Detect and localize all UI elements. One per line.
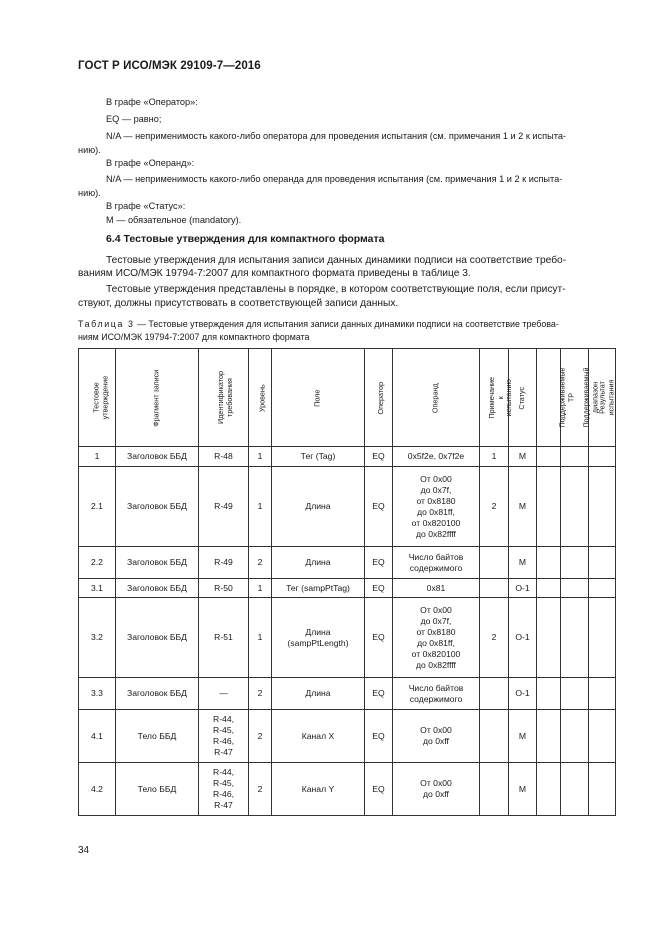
intro-line: В графе «Операнд»: [106, 158, 195, 168]
intro-line: EQ — равно; [106, 114, 162, 124]
test-assertions-table [78, 348, 616, 816]
table-cell: Длина (sampPtLength) [272, 598, 365, 678]
table-cell: 4.1 [79, 710, 116, 763]
document-header: ГОСТ Р ИСО/МЭК 29109-7—2016 [78, 60, 261, 72]
column-header [199, 349, 249, 447]
table-cell: R-44, R-45, R-46, R-47 [199, 710, 249, 763]
table-cell: Длина [272, 678, 365, 710]
column-header-label: Тестовое утверждение [91, 375, 109, 420]
table-cell: Тело ББД [116, 763, 199, 816]
table-row [79, 678, 616, 710]
table-cell [480, 547, 509, 579]
table-cell: От 0x00 до 0xff [393, 710, 480, 763]
table-cell: — [199, 678, 249, 710]
table-cell: 1 [249, 598, 272, 678]
table-cell: EQ [365, 763, 393, 816]
table-cell: R-49 [199, 547, 249, 579]
page-number: 34 [78, 845, 90, 856]
table-cell: 0x81 [393, 579, 480, 598]
table-row [79, 710, 616, 763]
table-cell: Число байтов содержимого [393, 547, 480, 579]
intro-line: В графе «Оператор»: [106, 97, 198, 107]
column-header [272, 349, 365, 447]
column-header-label: Результат испытания [597, 379, 615, 416]
paragraph-line: Тестовые утверждения представлены в порядке, в котором соответствующие поля, если присут- [106, 284, 566, 295]
table-cell [589, 579, 616, 598]
table-cell: R-50 [199, 579, 249, 598]
table-cell: 2 [249, 547, 272, 579]
table-caption-label: Таблица 3 [78, 319, 135, 329]
table-cell: 2 [249, 678, 272, 710]
table-row [79, 447, 616, 467]
table-cell: M [509, 710, 537, 763]
column-header [480, 349, 514, 447]
table-cell: EQ [365, 579, 393, 598]
table-cell: 2.1 [79, 467, 116, 547]
column-header-label: Поддерживаемый диапазон [581, 367, 600, 428]
table-cell [561, 547, 589, 579]
table-cell: 2 [480, 467, 509, 547]
table-cell [537, 579, 561, 598]
table-cell: Тег (sampPtTag) [272, 579, 365, 598]
table-cell: M [509, 763, 537, 816]
column-header-label: Фрагмент записи [151, 369, 161, 427]
column-header-label: Операнд [430, 383, 440, 414]
table-cell [589, 467, 616, 547]
table-cell [480, 763, 509, 816]
table-cell: EQ [365, 447, 393, 467]
table-cell [561, 579, 589, 598]
table-cell [561, 467, 589, 547]
table-cell [561, 447, 589, 467]
table-cell: Тело ББД [116, 710, 199, 763]
intro-line: нию). [78, 188, 101, 198]
table-cell: От 0x00 до 0xff [393, 763, 480, 816]
table-cell: Заголовок ББД [116, 598, 199, 678]
table-row [79, 579, 616, 598]
table-cell [480, 710, 509, 763]
column-header-label: Примечание к испытанию [487, 376, 514, 419]
table-cell: 2.2 [79, 547, 116, 579]
table-row [79, 467, 616, 547]
table-cell: 1 [249, 467, 272, 547]
table-row [79, 547, 616, 579]
paragraph-line: Тестовые утверждения для испытания записи данных динамики подписи на соответствие требо- [106, 255, 567, 266]
intro-line: N/A — неприменимость какого-либо операнда для проведения испытания (см. примечания 1 и 2 к испыта- [106, 174, 563, 184]
table-row [79, 763, 616, 816]
table-cell: От 0x00 до 0x7f, от 0x8180 до 0x81ff, от 0x820100 до 0x82ffff [393, 467, 480, 547]
column-header-label: Статус [517, 386, 527, 410]
table-cell: O-1 [509, 678, 537, 710]
table-cell [589, 447, 616, 467]
table-cell: Канал Y [272, 763, 365, 816]
table-caption-text: — Тестовые утверждения для испытания записи данных динамики подписи на соответствие требова- [134, 319, 559, 329]
table-cell: 4.2 [79, 763, 116, 816]
table-caption [78, 318, 615, 343]
table-cell: Канал X [272, 710, 365, 763]
table-cell: R-49 [199, 467, 249, 547]
table-cell: M [509, 447, 537, 467]
section-title: 6.4 Тестовые утверждения для компактного формата [106, 233, 385, 245]
table-cell: EQ [365, 547, 393, 579]
intro-line: M — обязательное (mandatory). [106, 215, 242, 225]
table-cell [537, 467, 561, 547]
column-header [537, 349, 576, 447]
column-header-label: Поддерживаемые ТР [557, 367, 576, 428]
table-cell: Заголовок ББД [116, 447, 199, 467]
table-cell: M [509, 467, 537, 547]
intro-line: нию). [78, 145, 101, 155]
table-cell: EQ [365, 710, 393, 763]
table-cell: 3.3 [79, 678, 116, 710]
table-cell: 1 [480, 447, 509, 467]
table-cell [589, 763, 616, 816]
column-header [393, 349, 480, 447]
table-cell: 0x5f2e, 0x7f2e [393, 447, 480, 467]
table-cell [537, 547, 561, 579]
column-header [116, 349, 199, 447]
table-cell: R-48 [199, 447, 249, 467]
table-cell [561, 598, 589, 678]
table-cell [589, 598, 616, 678]
table-body [79, 447, 616, 816]
paragraph-line: ваниям ИСО/МЭК 19794-7:2007 для компактного формата приведены в таблице 3. [78, 268, 471, 279]
table-cell [589, 710, 616, 763]
table-header-row [79, 349, 616, 447]
table-cell: Тег (Tag) [272, 447, 365, 467]
table-cell: M [509, 547, 537, 579]
column-header-label: Идентификатор требования [215, 370, 234, 424]
table-cell [561, 763, 589, 816]
table-cell: O-1 [509, 598, 537, 678]
column-header-label: Уровень [257, 384, 267, 413]
table-cell: Заголовок ББД [116, 467, 199, 547]
table-cell: R-44, R-45, R-46, R-47 [199, 763, 249, 816]
table-cell: 2 [480, 598, 509, 678]
column-header-label: Оператор [376, 381, 386, 415]
table-cell [537, 598, 561, 678]
table-cell: Заголовок ББД [116, 547, 199, 579]
table-cell [537, 678, 561, 710]
table-cell [561, 678, 589, 710]
table-cell: Число байтов содержимого [393, 678, 480, 710]
table-row [79, 598, 616, 678]
table-caption-text-cont: ниям ИСО/МЭК 19794-7:2007 для компактного формата [78, 331, 310, 342]
column-header [79, 349, 116, 447]
table-cell [589, 547, 616, 579]
table-cell: 3.1 [79, 579, 116, 598]
table-cell: Заголовок ББД [116, 678, 199, 710]
table-cell: EQ [365, 598, 393, 678]
table-cell: 2 [249, 710, 272, 763]
table-cell: Заголовок ББД [116, 579, 199, 598]
table-cell [537, 763, 561, 816]
paragraph-line: ствуют, должны присутствовать в соответствующей записи данных. [78, 298, 399, 309]
table-cell: R-51 [199, 598, 249, 678]
table-cell: От 0x00 до 0x7f, от 0x8180 до 0x81ff, от 0x820100 до 0x82ffff [393, 598, 480, 678]
table-cell: Длина [272, 467, 365, 547]
table-cell: O-1 [509, 579, 537, 598]
table-cell: 3.2 [79, 598, 116, 678]
column-header [365, 349, 393, 447]
intro-line: N/A — неприменимость какого-либо оператора для проведения испытания (см. примечания 1 и 2 к испыта- [106, 131, 566, 141]
table-cell [561, 710, 589, 763]
table-cell: 1 [249, 579, 272, 598]
table-cell: Длина [272, 547, 365, 579]
table-cell: EQ [365, 467, 393, 547]
table-cell: 1 [249, 447, 272, 467]
table-cell: 2 [249, 763, 272, 816]
table-cell [480, 678, 509, 710]
table-cell [480, 579, 509, 598]
table-cell: 1 [79, 447, 116, 467]
table-cell: EQ [365, 678, 393, 710]
table-cell [537, 710, 561, 763]
intro-line: В графе «Статус»: [106, 201, 186, 211]
column-header [249, 349, 272, 447]
table-cell [589, 678, 616, 710]
table-cell [537, 447, 561, 467]
column-header-label: Поле [312, 389, 322, 407]
